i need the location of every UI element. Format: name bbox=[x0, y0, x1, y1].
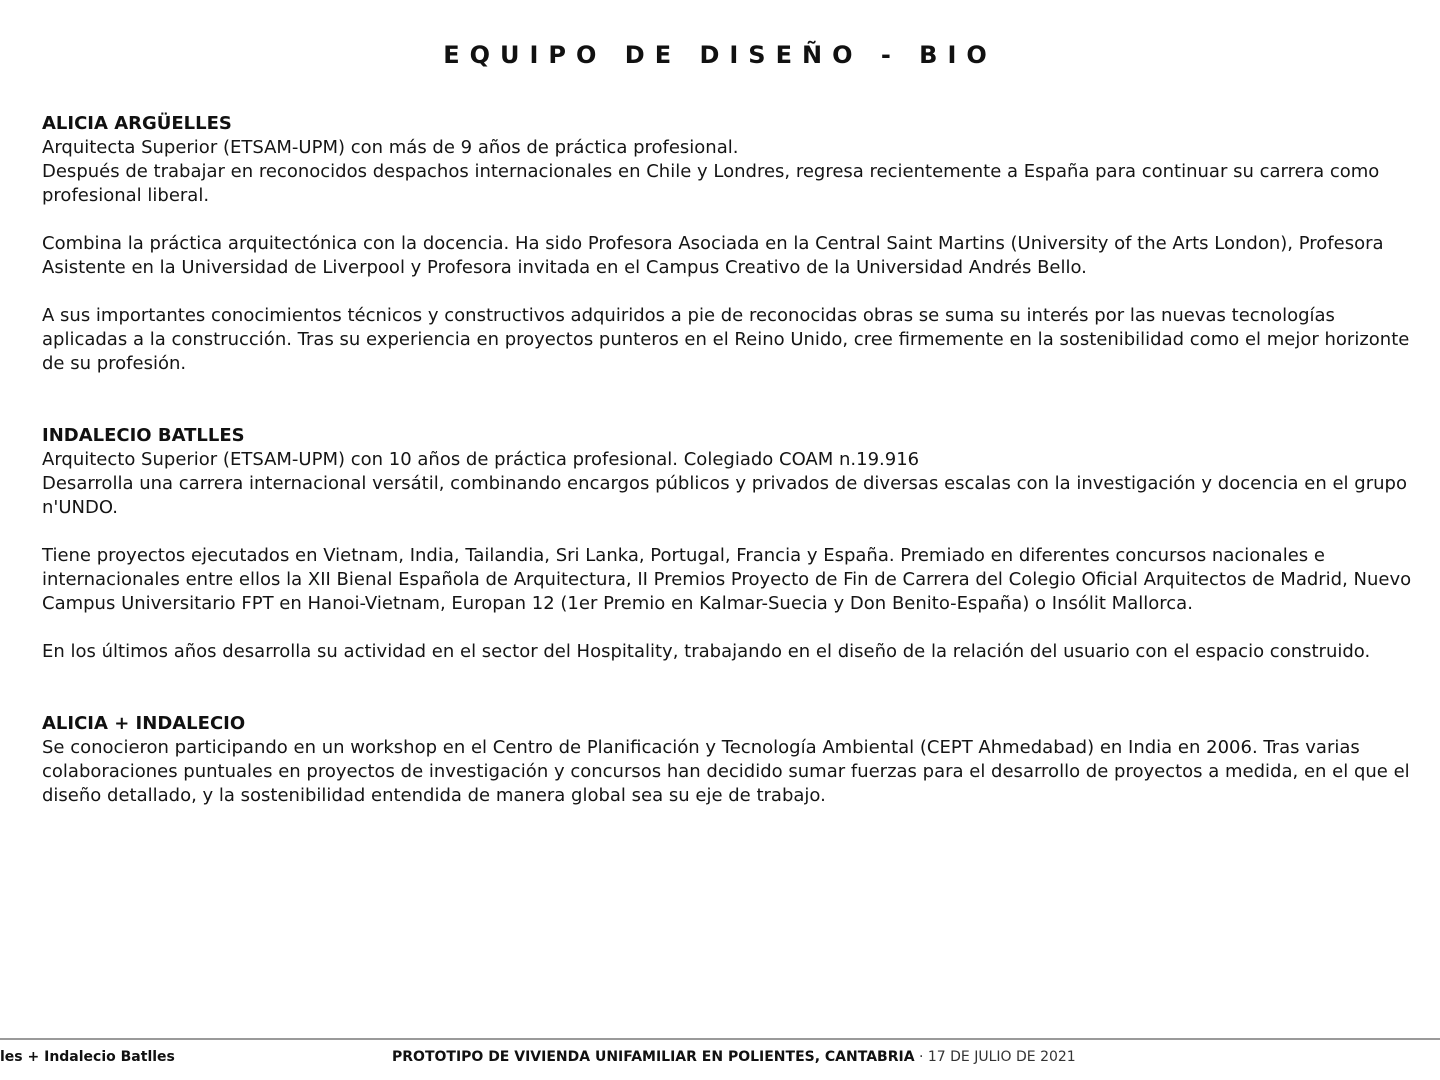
bio-alicia-indalecio bbox=[42, 712, 1422, 808]
bio-paragraph: Se conocieron participando en un workshop en el Centro de Planificación y Tecnología Ambiental (CEPT Ahmedabad) en India en 2006. Tras varias colaboraciones puntuales en proyectos de investigación y concursos han decidido sumar fuerzas para el desarrollo de proyectos a medida, en el que el diseño detallado, y la sostenibilidad entendida de manera global sea su eje de trabajo. bbox=[42, 737, 1410, 806]
bio-name: INDALECIO BATLLES bbox=[42, 425, 245, 446]
bio-paragraph: En los últimos años desarrolla su actividad en el sector del Hospitality, trabajando en el diseño de la relación del usuario con el espacio construido. bbox=[42, 641, 1371, 662]
bio-indalecio-batlles bbox=[42, 424, 1422, 664]
bio-alicia-arguelles bbox=[42, 112, 1422, 376]
bio-paragraph: A sus importantes conocimientos técnicos y constructivos adquiridos a pie de reconocidas obras se suma su interés por las nuevas tecnologías aplicadas a la construcción. Tras su experiencia en proyectos punteros en el Reino Unido, cree firmemente en la sostenibilidad como el mejor horizonte de su profesión. bbox=[42, 305, 1410, 374]
bio-name: ALICIA + INDALECIO bbox=[42, 713, 246, 734]
footer-authors: les + Indalecio Batlles bbox=[0, 1049, 175, 1065]
footer-divider bbox=[0, 1038, 1440, 1040]
bio-content bbox=[42, 112, 1422, 808]
footer-date: · 17 DE JULIO DE 2021 bbox=[914, 1049, 1076, 1065]
bio-paragraph: Desarrolla una carrera internacional versátil, combinando encargos públicos y privados de diversas escalas con la investigación y docencia en el grupo n'UNDO. bbox=[42, 473, 1407, 518]
footer-project-title: PROTOTIPO DE VIVIENDA UNIFAMILIAR EN POLIENTES, CANTABRIA bbox=[392, 1049, 915, 1065]
bio-paragraph: Después de trabajar en reconocidos despachos internacionales en Chile y Londres, regresa recientemente a España para continuar su carrera como profesional liberal. bbox=[42, 161, 1380, 206]
footer-project-info bbox=[392, 1046, 1076, 1068]
bio-paragraph: Combina la práctica arquitectónica con la docencia. Ha sido Profesora Asociada en la Central Saint Martins (University of the Arts London), Profesora Asistente en la Universidad de Liverpool y Profesora invitada en el Campus Creativo de la Universidad Andrés Bello. bbox=[42, 233, 1384, 278]
page-title: EQUIPO DE DISEÑO - BIO bbox=[443, 41, 997, 69]
bio-paragraph: Tiene proyectos ejecutados en Vietnam, India, Tailandia, Sri Lanka, Portugal, Francia y España. Premiado en diferentes concursos nacionales e internacionales entre ellos la XII Bienal Española de Arquitectura, II Premios Proyecto de Fin de Carrera del Colegio Oficial Arquitectos de Madrid, Nuevo Campus Universitario FPT en Hanoi-Vietnam, Europan 12 (1er Premio en Kalmar-Suecia y Don Benito-España) o Insólit Mallorca. bbox=[42, 545, 1412, 614]
bio-name: ALICIA ARGÜELLES bbox=[42, 113, 232, 134]
bio-paragraph: Arquitecto Superior (ETSAM-UPM) con 10 años de práctica profesional. Colegiado COAM n.19.916 bbox=[42, 449, 920, 470]
bio-paragraph: Arquitecta Superior (ETSAM-UPM) con más de 9 años de práctica profesional. bbox=[42, 137, 739, 158]
